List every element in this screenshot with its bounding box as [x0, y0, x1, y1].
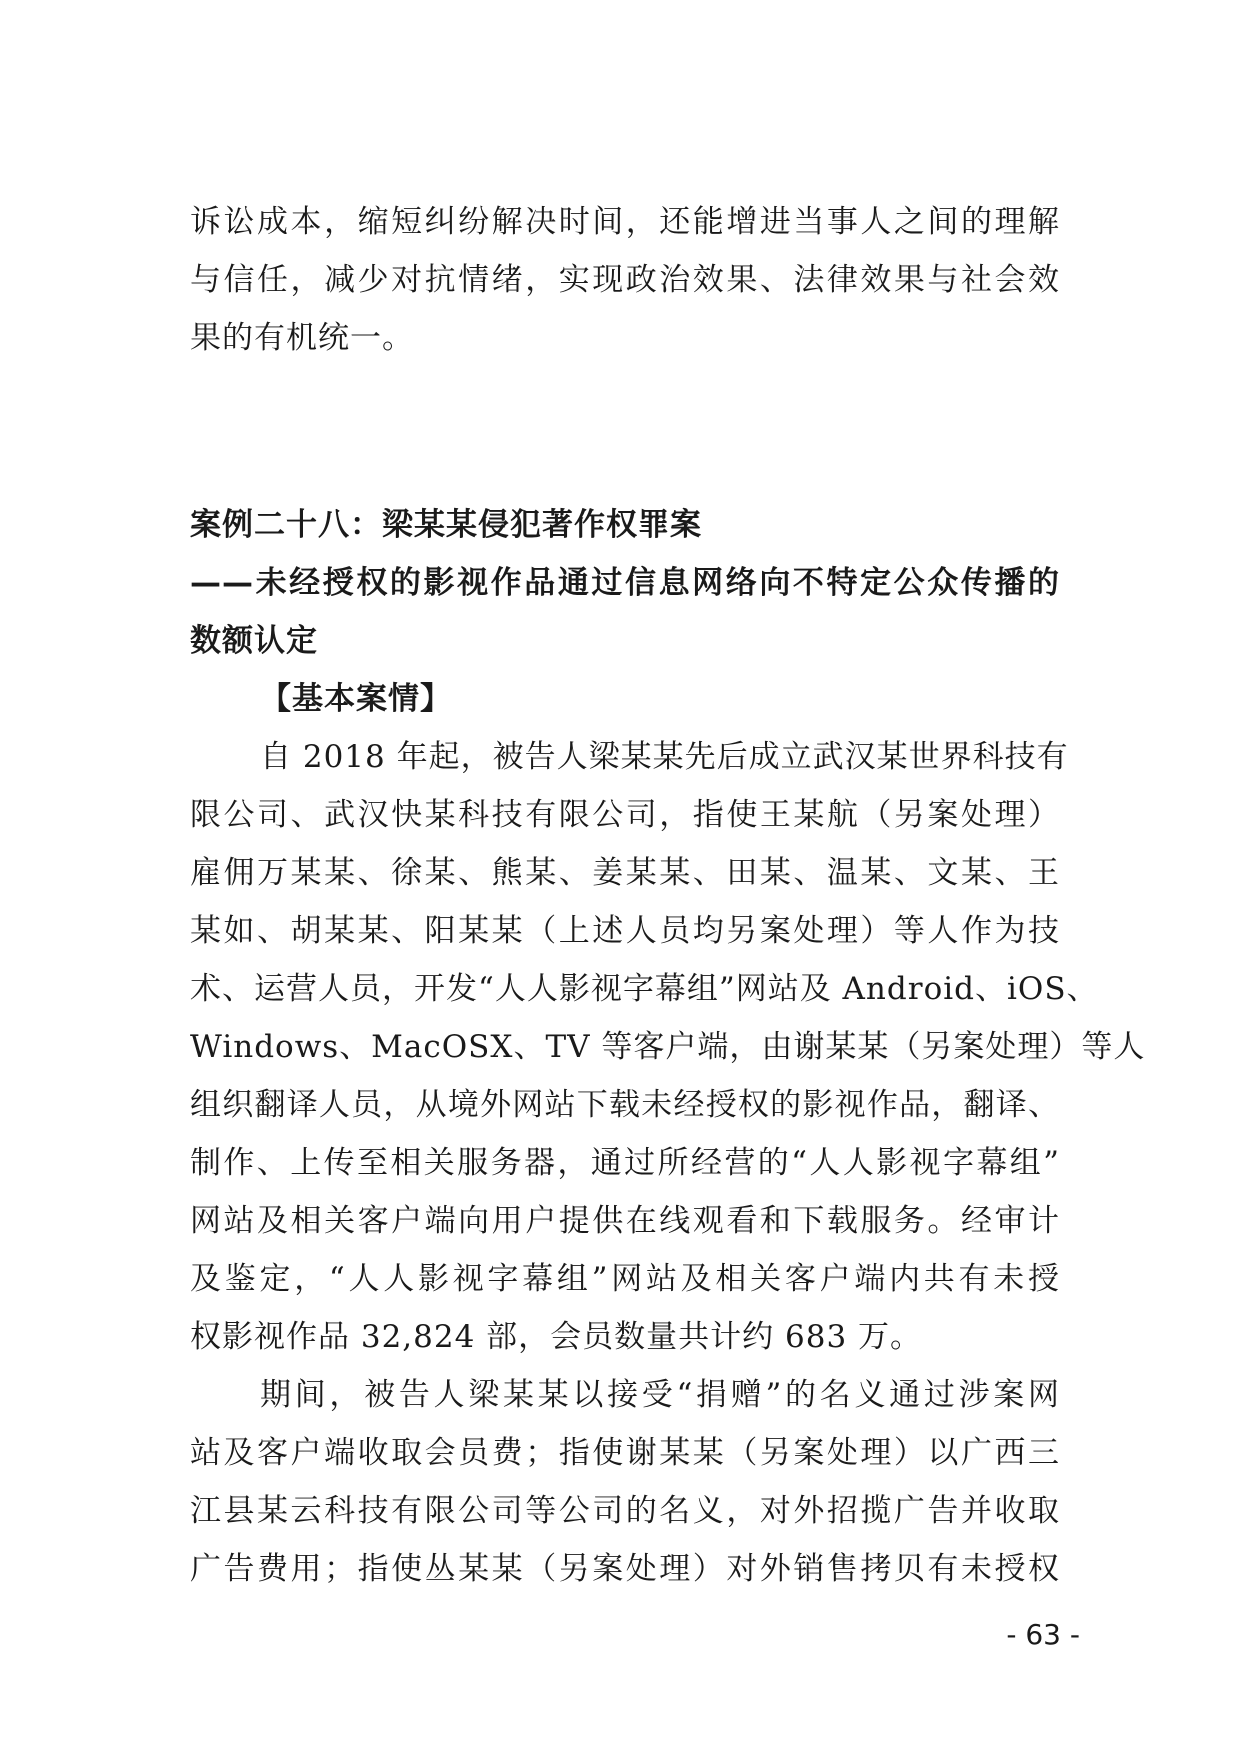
- para2-line-2: 站及客户端收取会员费；指使谢某某（另案处理）以广西三: [190, 1435, 1060, 1471]
- para1-line-5: 术、运营人员，开发“人人影视字幕组”网站及 Android、iOS、: [190, 971, 1099, 1007]
- intro-paragraph: [190, 193, 1060, 367]
- case-heading: [190, 496, 1060, 728]
- para1-line-3: 雇佣万某某、徐某、熊某、姜某某、田某、温某、文某、王: [190, 855, 1060, 891]
- para1-line-11: 权影视作品 32,824 部，会员数量共计约 683 万。: [190, 1319, 923, 1355]
- para2-line-4: 广告费用；指使丛某某（另案处理）对外销售拷贝有未授权: [190, 1551, 1060, 1587]
- case-paragraph-1: [190, 728, 1146, 1366]
- section-heading: 【基本案情】: [260, 681, 452, 717]
- para1-line-10: 及鉴定，“人人影视字幕组”网站及相关客户端内共有未授: [190, 1261, 1060, 1297]
- case-title: 案例二十八：梁某某侵犯著作权罪案: [190, 507, 702, 543]
- page-number: - 63 -: [1006, 1618, 1080, 1651]
- case-subtitle-line-1: ——未经授权的影视作品通过信息网络向不特定公众传播的: [190, 565, 1060, 601]
- case-paragraph-2: [190, 1366, 1060, 1598]
- intro-line-2: 与信任，减少对抗情绪，实现政治效果、法律效果与社会效: [190, 262, 1060, 298]
- intro-line-3: 果的有机统一。: [190, 320, 414, 356]
- para1-line-1: 自 2018 年起，被告人梁某某先后成立武汉某世界科技有: [260, 739, 1069, 775]
- case-subtitle-line-2: 数额认定: [190, 623, 318, 659]
- para2-line-1: 期间，被告人梁某某以接受“捐赠”的名义通过涉案网: [260, 1377, 1060, 1413]
- para2-line-3: 江县某云科技有限公司等公司的名义，对外招揽广告并收取: [190, 1493, 1060, 1529]
- para1-line-4: 某如、胡某某、阳某某（上述人员均另案处理）等人作为技: [190, 913, 1060, 949]
- intro-line-1: 诉讼成本，缩短纠纷解决时间，还能增进当事人之间的理解: [190, 204, 1060, 240]
- para1-line-6: Windows、MacOSX、TV 等客户端，由谢某某（另案处理）等人: [190, 1029, 1146, 1065]
- para1-line-2: 限公司、武汉快某科技有限公司，指使王某航（另案处理）: [190, 797, 1060, 833]
- para1-line-9: 网站及相关客户端向用户提供在线观看和下载服务。经审计: [190, 1203, 1060, 1239]
- para1-line-7: 组织翻译人员，从境外网站下载未经授权的影视作品，翻译、: [190, 1087, 1060, 1123]
- para1-line-8: 制作、上传至相关服务器，通过所经营的“人人影视字幕组”: [190, 1145, 1060, 1181]
